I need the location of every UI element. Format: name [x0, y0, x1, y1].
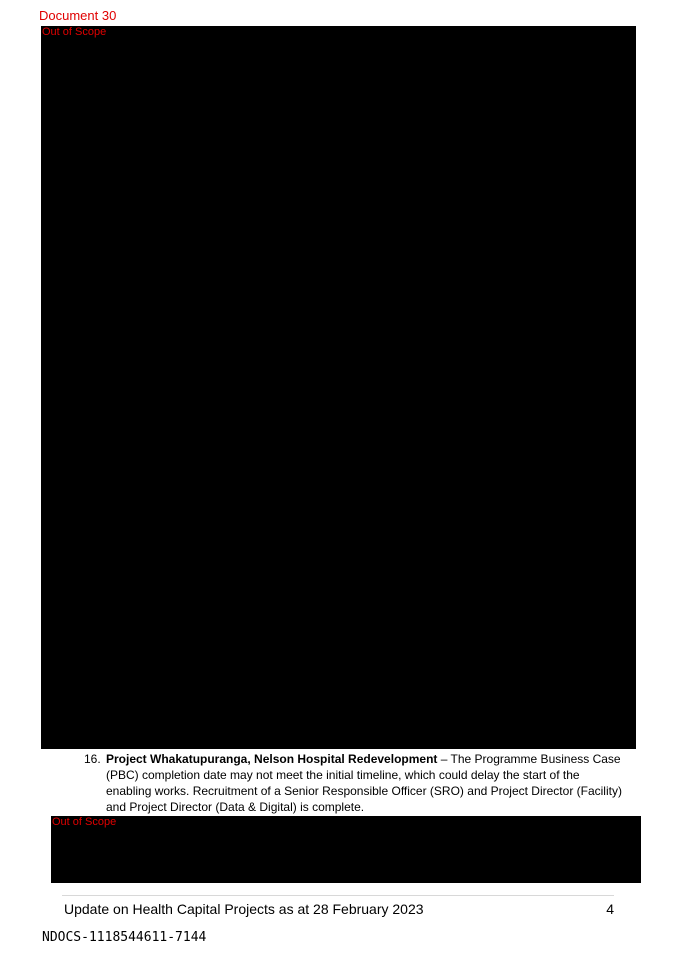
- item-text: [106, 751, 624, 815]
- footer-title: Update on Health Capital Projects as at 28 February 2023: [64, 901, 424, 917]
- redaction-label-2: Out of Scope: [52, 816, 117, 828]
- redaction-block-1: [41, 26, 636, 749]
- item-number: 16.: [84, 752, 101, 766]
- item-title: Project Whakatupuranga, Nelson Hospital Redevelopment: [106, 752, 438, 766]
- document-id: NDOCS-1118544611-7144: [42, 930, 207, 945]
- redaction-label-1: Out of Scope: [42, 26, 107, 38]
- item-description: – The Programme Business Case (PBC) completion date may not meet the initial timeline, which could delay the start of the enabling works. Recruitment of a Senior Responsible Officer (SRO) and Project Director (Facility) and Project Director (Data & Digital) is complete.: [106, 752, 622, 814]
- document-label: Document 30: [39, 8, 117, 23]
- list-item-16: [84, 751, 624, 815]
- page-number: 4: [606, 901, 614, 917]
- footer-divider: [62, 895, 614, 896]
- redaction-block-2: [51, 816, 641, 883]
